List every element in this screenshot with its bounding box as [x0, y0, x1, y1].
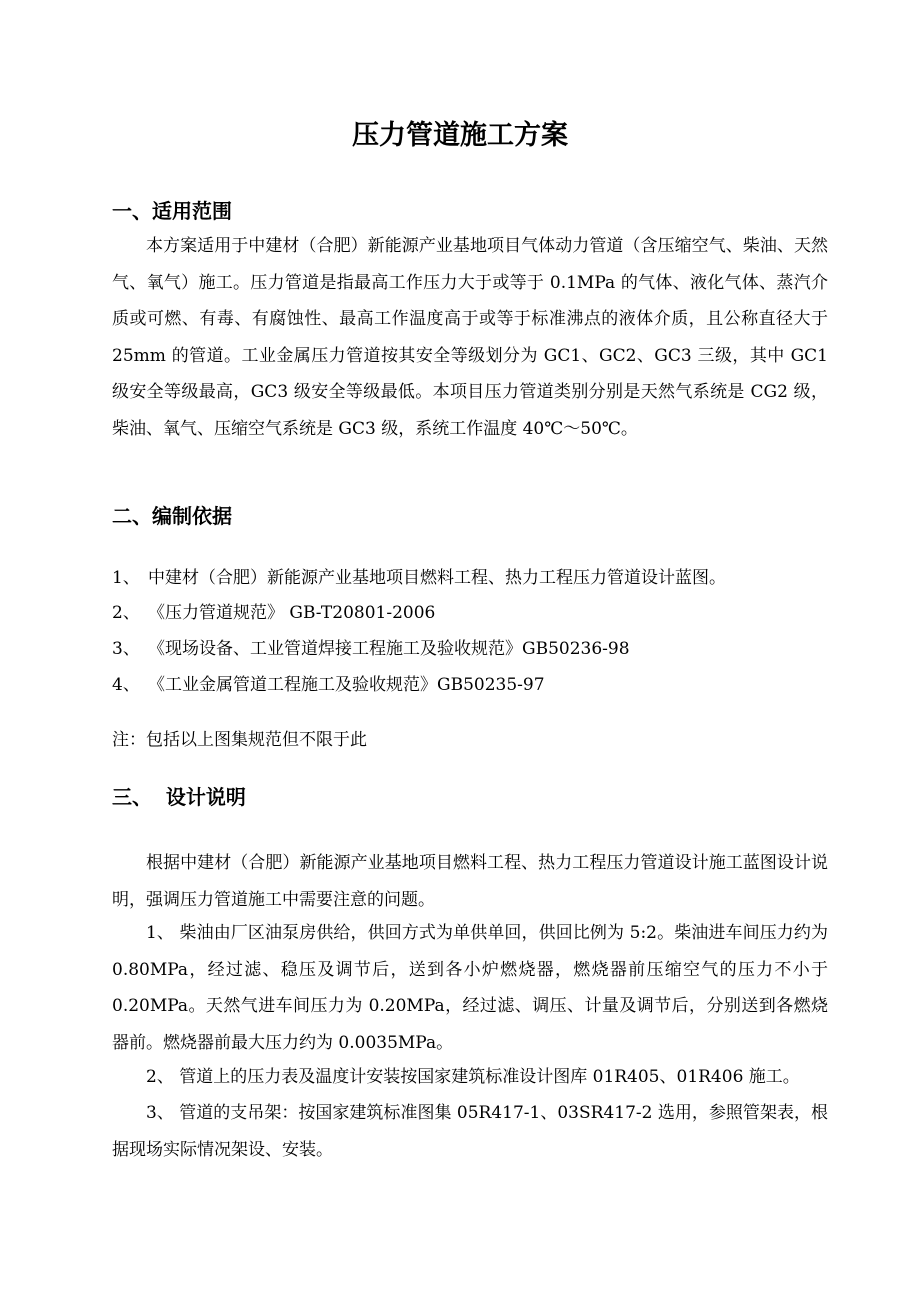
document-title: 压力管道施工方案 — [352, 120, 568, 151]
reference-item — [112, 601, 435, 625]
section-3-heading: 三、 设计说明 — [112, 785, 246, 809]
reference-item-text: 中建材（合肥）新能源产业基地项目燃料工程、热力工程压力管道设计蓝图。 — [148, 568, 726, 588]
section-3-intro: 根据中建材（合肥）新能源产业基地项目燃料工程、热力工程压力管道设计施工蓝图设计说明，强调压力管道施工中需要注意的问题。 — [112, 853, 828, 910]
reference-item-number: 2、 — [112, 603, 140, 623]
reference-item-number: 4、 — [112, 675, 140, 695]
section-2-heading: 二、编制依据 — [112, 504, 232, 528]
reference-item-number: 3、 — [112, 639, 140, 659]
reference-item — [112, 637, 630, 661]
section-1-heading: 一、适用范围 — [112, 199, 232, 223]
reference-item — [112, 566, 726, 590]
reference-item-text: 《压力管道规范》 GB-T20801-2006 — [148, 603, 436, 623]
design-point: 2、 管道上的压力表及温度计安装按国家建筑标准设计图库 01R405、01R406 施工。 — [146, 1067, 800, 1087]
section-1-paragraph: 本方案适用于中建材（合肥）新能源产业基地项目气体动力管道（含压缩空气、柴油、天然气、氧气）施工。压力管道是指最高工作压力大于或等于 0.1MPa 的气体、液化气体、蒸汽介质或可燃、有毒、有腐蚀性、最高工作温度高于或等于标准沸点的液体介质，且公称直径大于 25mm 的管道。工业金属压力管道按其安全等级划分为 GC1、GC2、GC3 三级，其中 GC1 级安全等级最高，GC3 级安全等级最低。本项目压力管道类别分别是天然气系统是 CG2 级，柴油、氧气、压缩空气系统是 GC3 级，系统工作温度 40℃～50℃。 — [112, 236, 828, 439]
reference-item-text: 《现场设备、工业管道焊接工程施工及验收规范》GB50236-98 — [148, 639, 630, 659]
design-point: 1、 柴油由厂区油泵房供给，供回方式为单供单回，供回比例为 5:2。柴油进车间压力约为 0.80MPa，经过滤、稳压及调节后，送到各小炉燃烧器，燃烧器前压缩空气的压力不小于 0.20MPa。天然气进车间压力为 0.20MPa，经过滤、调压、计量及调节后，分别送到各燃烧器前。燃烧器前最大压力约为 0.0035MPa。 — [112, 923, 828, 1053]
design-point: 3、 管道的支吊架：按国家建筑标准图集 05R417-1、03SR417-2 选用，参照管架表，根据现场实际情况架设、安装。 — [112, 1103, 828, 1160]
section-2-note: 注：包括以上图集规范但不限于此 — [112, 730, 367, 750]
reference-item-number: 1、 — [112, 568, 140, 588]
reference-item-text: 《工业金属管道工程施工及验收规范》GB50235-97 — [148, 675, 545, 695]
reference-item — [112, 673, 545, 697]
